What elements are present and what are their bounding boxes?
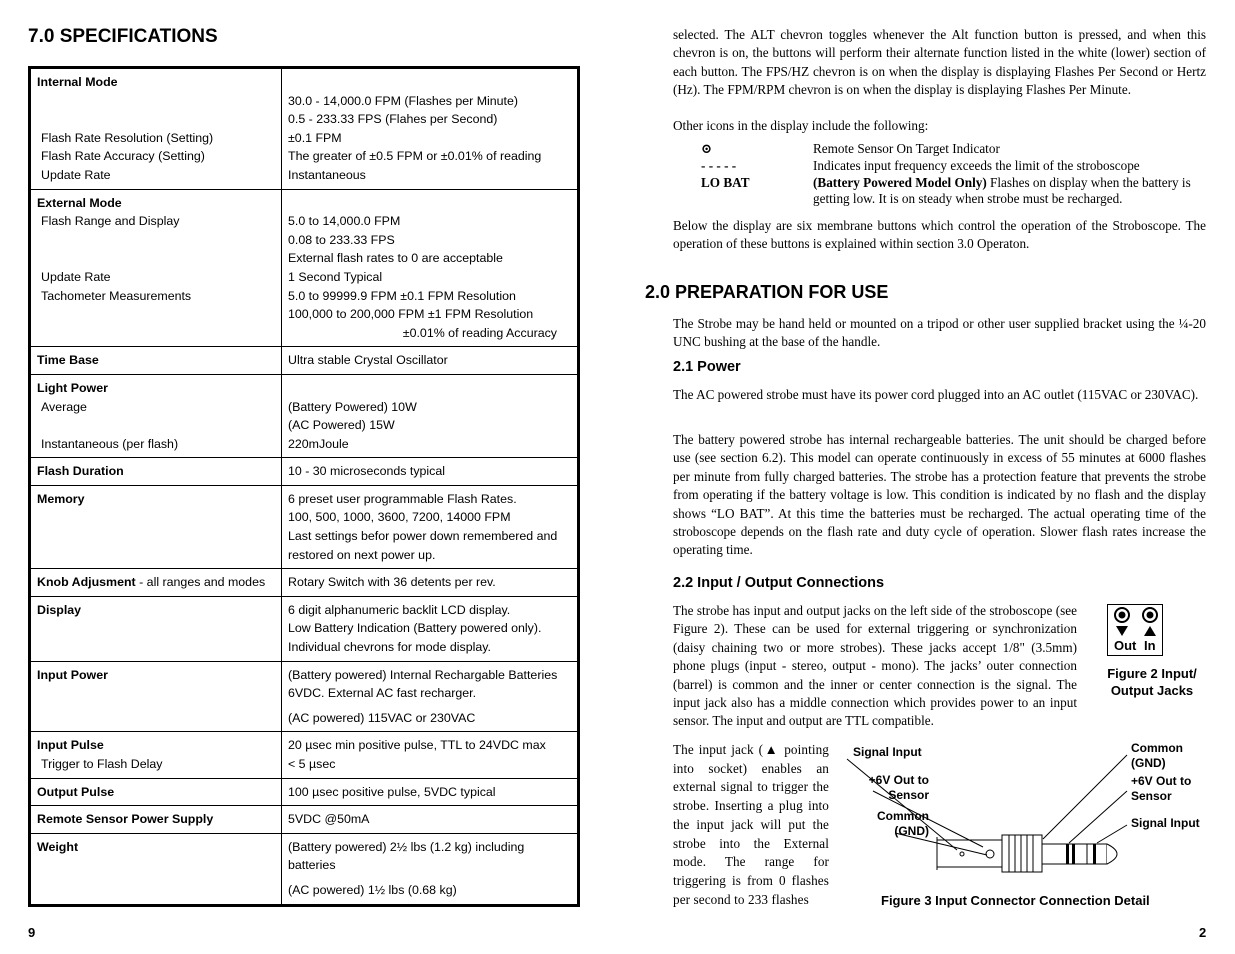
spec-row-input-pulse xyxy=(30,732,579,778)
spec-value: batteries xyxy=(288,858,336,873)
spec-label: Display xyxy=(30,596,282,661)
up-triangle-icon: ▲ xyxy=(763,742,780,757)
icon-row xyxy=(701,158,1207,175)
figure-2-jacks xyxy=(1107,604,1163,656)
spec-value: 1 Second Typical xyxy=(288,269,383,284)
spec-value: The greater of ±0.5 FPM or ±0.01% of reading xyxy=(288,149,542,164)
fig3-label-6v-out-right: +6V Out to Sensor xyxy=(1131,774,1192,803)
spec-label: Average xyxy=(41,399,87,414)
spec-label: Output Pulse xyxy=(30,778,282,806)
spec-label: Time Base xyxy=(30,347,282,375)
spec-heading: External Mode xyxy=(37,195,122,210)
paragraph-io: The strobe has input and output jacks on the left side of the stroboscope (see Figure 2). These can be used for external triggering or synchronization (daisy chaining two or more strobes). These jacks accept 1/8" (3.5mm) phone plugs (input - stereo, output - mono). The jacks’ outer connection (barrel) is common and the inner or center connection is the signal. The input jack also has a middle connection which provides power to an input sensor. The input and output are TTL compatible. xyxy=(673,603,1077,729)
paragraph-buttons: Below the display are six membrane buttons which control the operation of the Stroboscope. The operation of these buttons is explained within section 3.0 Operaton. xyxy=(673,218,1206,252)
spec-value: (Battery powered) 2½ lbs (1.2 kg) including xyxy=(288,839,525,854)
spec-label: Flash Rate Accuracy (Setting) xyxy=(41,149,205,164)
spec-value: ±0.1 FPM xyxy=(288,130,342,145)
spec-value: (Battery Powered) 10W xyxy=(288,399,417,414)
spec-value: 5.0 to 14,000.0 FPM xyxy=(288,214,401,229)
icon-description: Indicates input frequency exceeds the limit of the stroboscope xyxy=(813,157,1140,173)
spec-value: 100 µsec positive pulse, 5VDC typical xyxy=(282,778,579,806)
spec-value: 0.5 - 233.33 FPS (Flahes per Second) xyxy=(288,112,498,127)
spec-value: < 5 µsec xyxy=(288,757,336,771)
spec-row-memory xyxy=(30,485,579,568)
section-title: 7.0 SPECIFICATIONS xyxy=(28,26,218,47)
paragraph-icons-intro: Other icons in the display include the following: xyxy=(673,118,929,133)
spec-value: (Battery powered) Internal Rechargable Batteries xyxy=(288,667,558,682)
figure-2-caption: Figure 2 Input/ Output Jacks xyxy=(1107,666,1197,698)
spec-value: 6VDC. External AC fast recharger. xyxy=(288,686,477,701)
icon-description: Remote Sensor On Target Indicator xyxy=(813,141,1000,156)
paragraph-chevrons: selected. The ALT chevron toggles whenever the Alt function button is pressed, and when this chevron is on, the buttons will perform their alternate function listed in the white (lower) section of each button. The FPS/HZ chevron is on when the display is displaying Flashes Per Second or Hertz (Hz). The FPM/RPM chevron is on when the display is displaying Flashes Per Minute. xyxy=(673,27,1206,98)
spec-row-time-base xyxy=(30,347,579,375)
left-page xyxy=(0,0,617,954)
right-page xyxy=(617,0,1235,954)
spec-label: Flash Range and Display xyxy=(41,214,180,229)
page-number: 2 xyxy=(1199,925,1207,940)
icon-row xyxy=(701,175,1207,209)
spec-row-flash-duration xyxy=(30,458,579,486)
spec-value: (AC powered) 1½ lbs (0.68 kg) xyxy=(288,882,457,897)
spec-row-display xyxy=(30,596,579,661)
spec-value: Rotary Switch with 36 detents per rev. xyxy=(282,569,579,597)
spec-value: 10 - 30 microseconds typical xyxy=(282,458,579,486)
spec-label: Tachometer Measurements xyxy=(41,288,192,303)
spec-value: (AC Powered) 15W xyxy=(288,418,395,433)
paragraph-power-battery: The battery powered strobe has internal rechargeable batteries. The unit should be charged before use (see section 6.2). This model can operate continuously in excess of 55 minutes at 6000 flashes per minute from fully charged batteries. The strobe has a protection feature that prevents the strobe from operating if the battery voltage is low. This condition is indicated by no flash and the display shows “LO BAT”. At this time the batteries must be recharged. The actual operating time of the stroboscope depends on the flash rate and duty cycle of operation. Slower flash rates increase the operating time. xyxy=(673,432,1206,558)
figure-3-caption: Figure 3 Input Connector Connection Detail xyxy=(881,893,1150,908)
spec-value: External flash rates to 0 are acceptable xyxy=(288,251,503,266)
spec-value: Ultra stable Crystal Oscillator xyxy=(282,347,579,375)
spec-value: 220mJoule xyxy=(288,436,349,451)
lo-bat-indicator: LO BAT xyxy=(701,174,750,190)
fig3-label-6v-out: +6V Out to Sensor xyxy=(868,773,929,802)
out-label: Out xyxy=(1114,638,1137,653)
spec-row-external-mode xyxy=(30,189,579,347)
spec-value: 30.0 - 14,000.0 FPM (Flashes per Minute) xyxy=(288,93,519,108)
spec-row-light-power xyxy=(30,374,579,457)
spec-value: restored on next power up. xyxy=(288,547,436,562)
specifications-table xyxy=(28,66,580,907)
fig3-label-common-right: Common (GND) xyxy=(1131,741,1183,770)
spec-label: Remote Sensor Power Supply xyxy=(30,806,282,834)
paragraph-power-ac: The AC powered strobe must have its power cord plugged into an AC outlet (115VAC or 230VAC). xyxy=(673,387,1199,402)
spec-label-suffix: - all ranges and modes xyxy=(135,575,266,590)
spec-label: Weight xyxy=(30,833,282,905)
spec-row-output-pulse xyxy=(30,778,579,806)
paragraph-preparation: The Strobe may be hand held or mounted on a tripod or other user supplied bracket using the ¼-20 UNC bushing at the base of the handle. xyxy=(673,316,1206,350)
fig3-label-signal-input: Signal Input xyxy=(853,745,922,759)
spec-value: 5VDC @50mA xyxy=(282,806,579,834)
spec-row-weight xyxy=(30,833,579,905)
fig3-label-common: Common (GND) xyxy=(877,809,929,838)
spec-row-input-power xyxy=(30,661,579,732)
spec-label: Knob Adjusment xyxy=(37,575,136,590)
fig3-label-signal-input-right: Signal Input xyxy=(1131,816,1200,830)
paragraph-input-jack: The input jack (▲ pointing into socket) enables an external signal to trigger the strobe. Inserting a plug into the input jack will put the strobe into the External mode. The range for triggering is from 0 flashes per second to 233 flashes xyxy=(673,742,829,907)
spec-label: Flash Duration xyxy=(30,458,282,486)
icon-row xyxy=(701,141,1207,158)
spec-value: Last settings befor power down remembered and xyxy=(288,529,558,544)
out-arrow-icon xyxy=(1116,626,1128,636)
display-icons-table xyxy=(701,141,1207,208)
spec-row-knob xyxy=(30,569,579,597)
spec-label: Input Pulse xyxy=(37,738,104,753)
spec-label: Update Rate xyxy=(41,167,111,182)
spec-value: 100,000 to 200,000 FPM ±1 FPM Resolution xyxy=(288,307,534,322)
spec-value: 5.0 to 99999.9 FPM ±0.1 FPM Resolution xyxy=(288,288,516,303)
icon-description: Flashes on display when the battery is getting low. It is on steady when strobe must be recharged. xyxy=(813,174,1191,207)
spec-value: Instantaneous xyxy=(288,167,366,182)
spec-value: (AC powered) 115VAC or 230VAC xyxy=(288,710,476,725)
spec-heading: Light Power xyxy=(37,380,108,395)
in-label: In xyxy=(1144,638,1156,653)
spec-value: Individual chevrons for mode display. xyxy=(288,640,491,655)
section-heading-preparation: 2.0 PREPARATION FOR USE xyxy=(645,282,889,302)
target-icon: ⊙ xyxy=(701,141,713,156)
dashes-icon: - - - - - xyxy=(701,157,737,173)
spec-label: Instantaneous (per flash) xyxy=(41,436,179,451)
spec-value: 6 digit alphanumeric backlit LCD display. xyxy=(288,602,511,617)
spec-value: ±0.01% of reading Accuracy xyxy=(402,325,557,340)
subsection-heading-power: 2.1 Power xyxy=(673,359,741,375)
subsection-heading-io: 2.2 Input / Output Connections xyxy=(673,575,885,591)
spec-label: Flash Rate Resolution (Setting) xyxy=(41,130,214,145)
spec-value: Low Battery Indication (Battery powered only). xyxy=(288,621,542,636)
spec-value: 100, 500, 1000, 3600, 7200, 14000 FPM xyxy=(288,510,511,525)
page-number: 9 xyxy=(28,925,36,940)
spec-label: Trigger to Flash Delay xyxy=(41,757,163,771)
in-arrow-icon xyxy=(1144,626,1156,636)
spec-label: Update Rate xyxy=(41,269,111,284)
spec-row-remote-sensor xyxy=(30,806,579,834)
spec-value: 0.08 to 233.33 FPS xyxy=(288,232,395,247)
spec-value: 20 µsec min positive pulse, TTL to 24VDC max xyxy=(288,738,546,753)
spec-heading: Internal Mode xyxy=(37,75,118,89)
spec-row-internal-mode xyxy=(30,68,579,190)
spec-value: 6 preset user programmable Flash Rates. xyxy=(288,491,517,506)
spec-label: Input Power xyxy=(30,661,282,732)
icon-description-bold: (Battery Powered Model Only) xyxy=(813,174,987,190)
spec-label: Memory xyxy=(30,485,282,568)
